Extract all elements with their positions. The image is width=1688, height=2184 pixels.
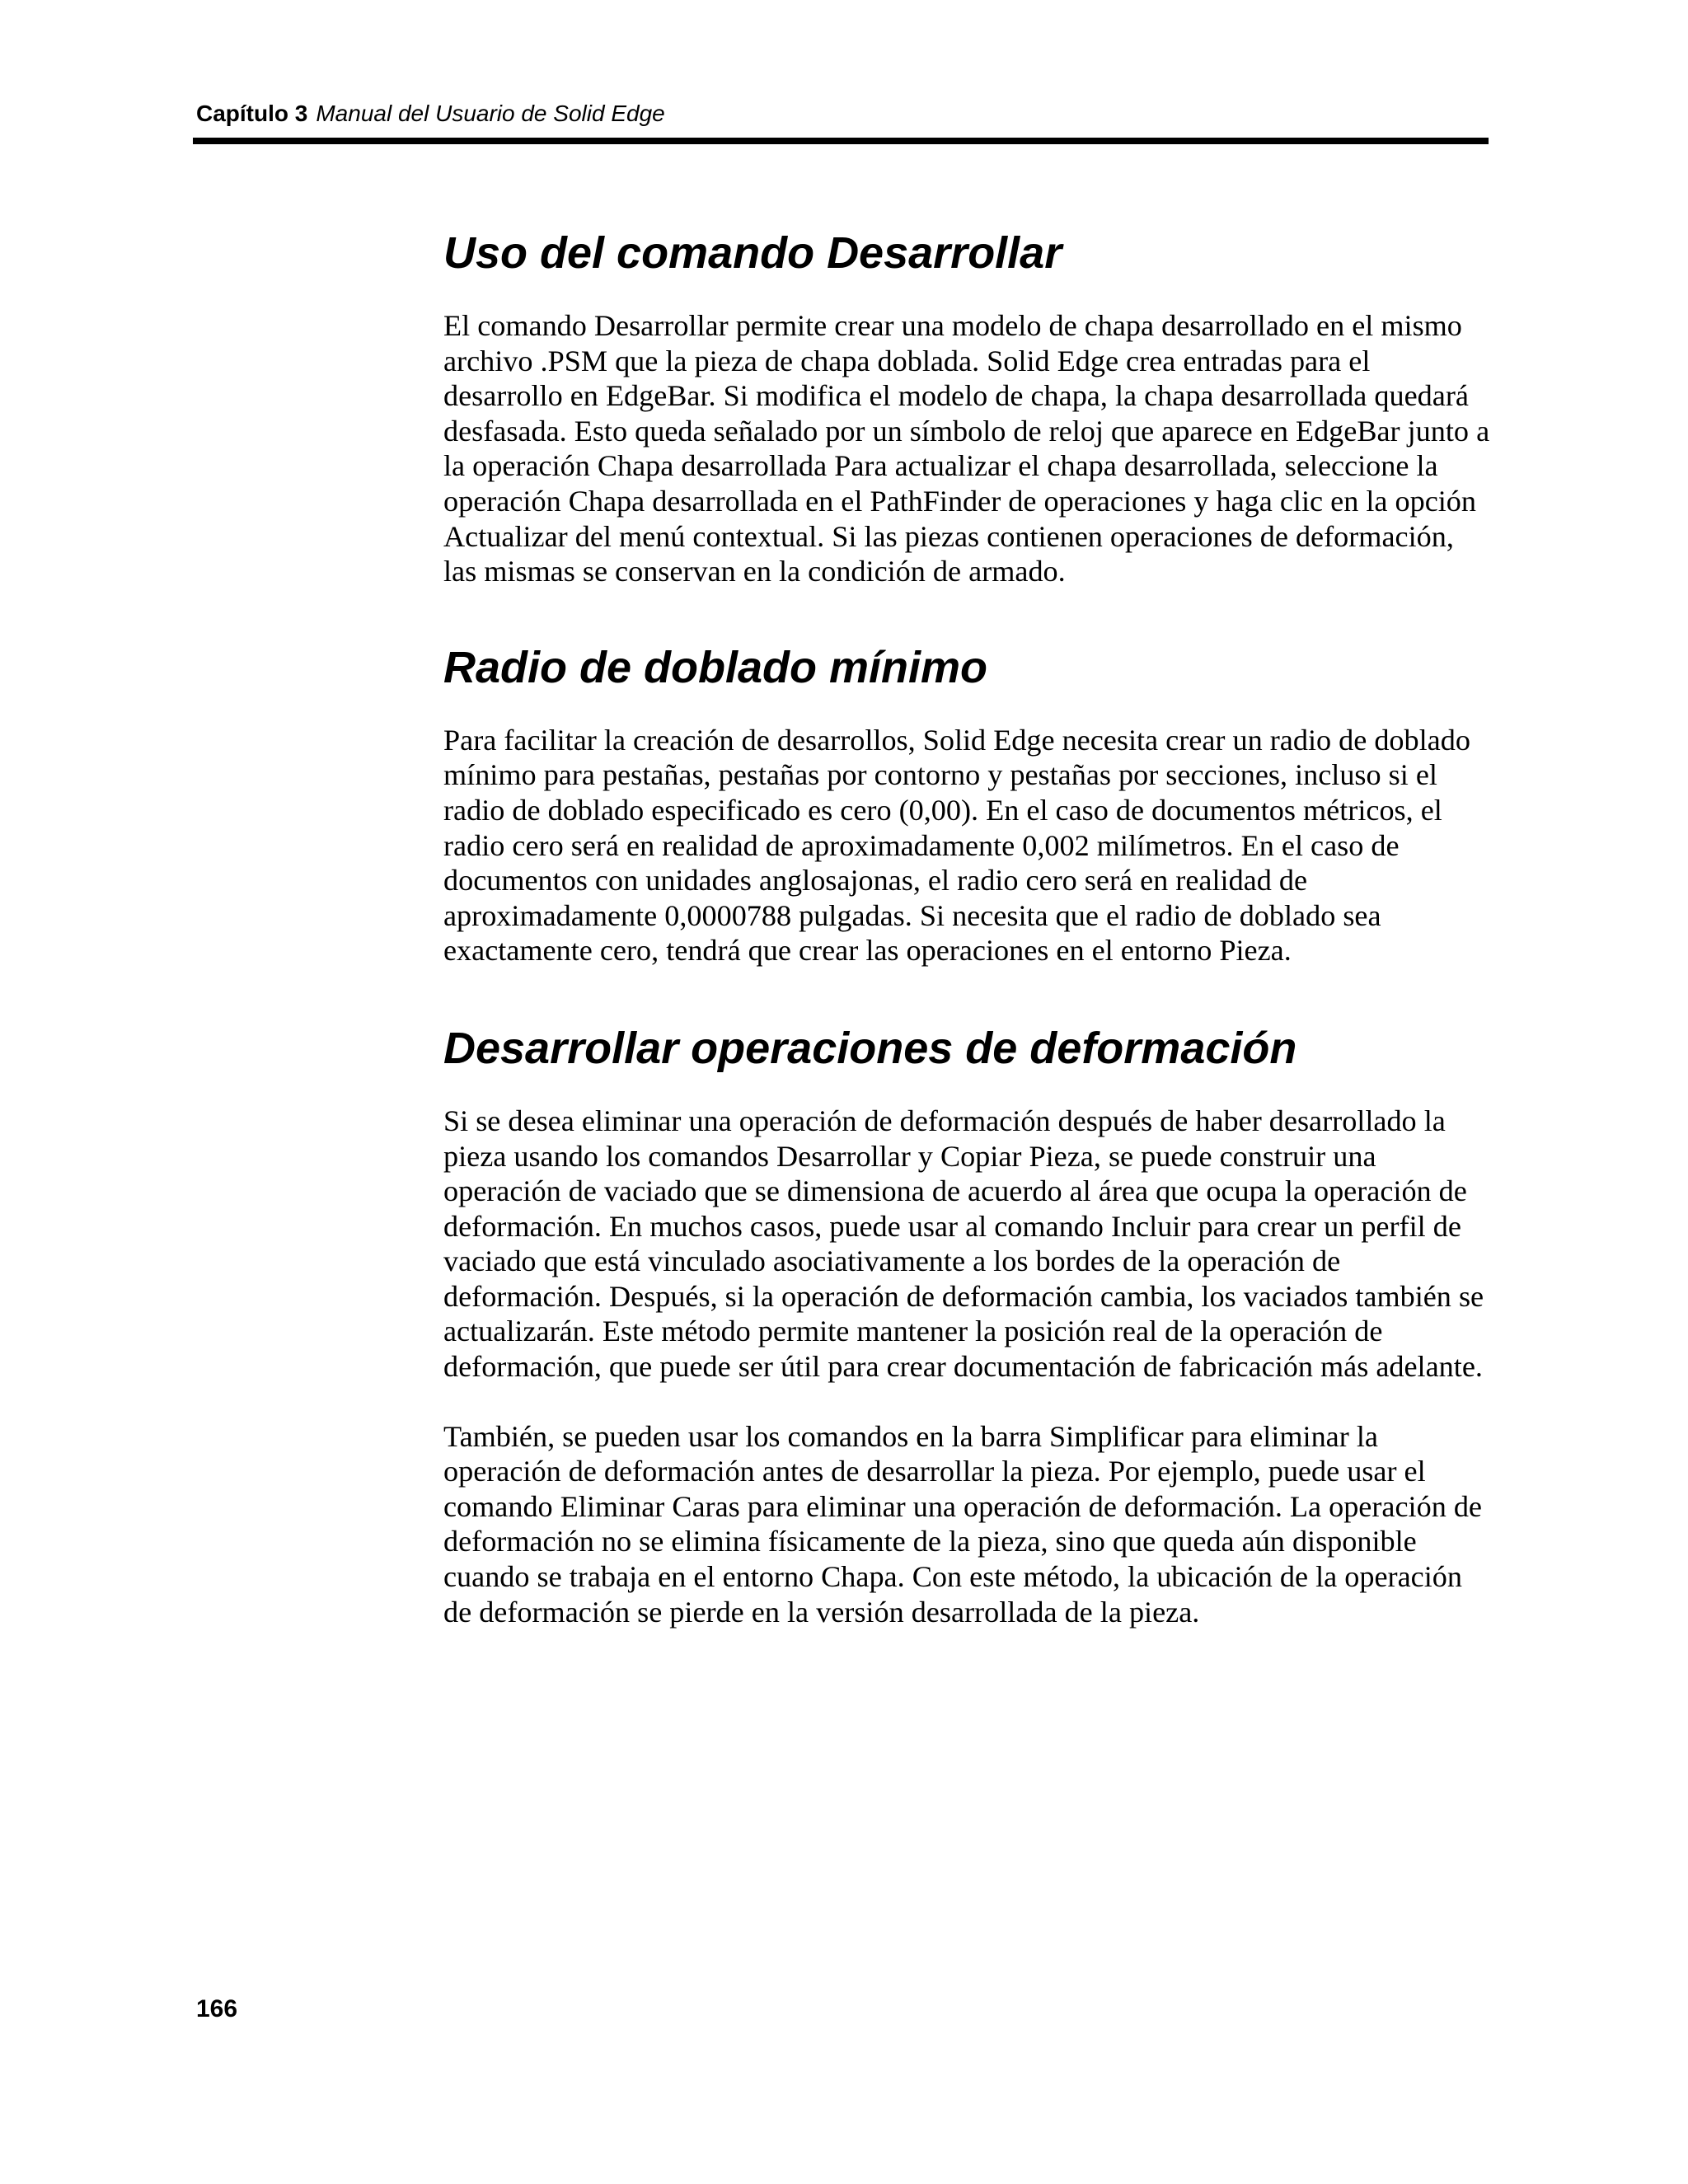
running-header: [196, 97, 665, 130]
page-number: 166: [196, 1995, 238, 2022]
chapter-label: Capítulo 3: [196, 101, 308, 126]
header-rule: [193, 138, 1489, 144]
section-title: Uso del comando Desarrollar: [443, 228, 1062, 278]
body-paragraph: Si se desea eliminar una operación de deformación después de haber desarrollado la pieza usando los comandos Desarrollar y Copiar Pieza, se puede construir una operación de vaciado que se dimensiona de acuerdo al área que ocupa la operación de deformación. En muchos casos, puede usar al comando Incluir para crear un perfil de vaciado que está vinculado asociativamente a los bordes de la operación de deformación. Después, si la operación de deformación cambia, los vaciados también se actualizarán. Este método permite mantener la posición real de la operación de deformación, que puede ser útil para crear documentación de fabricación más adelante.: [443, 1104, 1484, 1384]
body-paragraph: Para facilitar la creación de desarrollos, Solid Edge necesita crear un radio de doblado mínimo para pestañas, pestañas por contorno y pestañas por secciones, incluso si el radio de doblado especificado es cero (0,00). En el caso de documentos métricos, el radio cero será en realidad de aproximadamente 0,002 milímetros. En el caso de documentos con unidades anglosajonas, el radio cero será en realidad de aproximadamente 0,0000788 pulgadas. Si necesita que el radio de doblado sea exactamente cero, tendrá que crear las operaciones en el entorno Pieza.: [443, 723, 1470, 968]
body-paragraph: El comando Desarrollar permite crear una modelo de chapa desarrollado en el mismo archivo .PSM que la pieza de chapa doblada. Solid Edge crea entradas para el desarrollo en EdgeBar. Si modifica el modelo de chapa, la chapa desarrollada quedará desfasada. Esto queda señalado por un símbolo de reloj que aparece en EdgeBar junto a la operación Chapa desarrollada Para actualizar el chapa desarrollada, seleccione la operación Chapa desarrollada en el PathFinder de operaciones y haga clic en la opción Actualizar del menú contextual. Si las piezas contienen operaciones de deformación, las mismas se conservan en la condición de armado.: [443, 309, 1490, 588]
section-title: Desarrollar operaciones de deformación: [443, 1023, 1297, 1073]
section-title: Radio de doblado mínimo: [443, 642, 987, 692]
manual-title: Manual del Usuario de Solid Edge: [316, 101, 665, 126]
body-paragraph: También, se pueden usar los comandos en la barra Simplificar para eliminar la operación de deformación antes de desarrollar la pieza. Por ejemplo, puede usar el comando Eliminar Caras para eliminar una operación de deformación. La operación de deformación no se elimina físicamente de la pieza, sino que queda aún disponible cuando se trabaja en el entorno Chapa. Con este método, la ubicación de la operación de deformación se pierde en la versión desarrollada de la pieza.: [443, 1419, 1482, 1629]
page-content: [443, 224, 1490, 1629]
